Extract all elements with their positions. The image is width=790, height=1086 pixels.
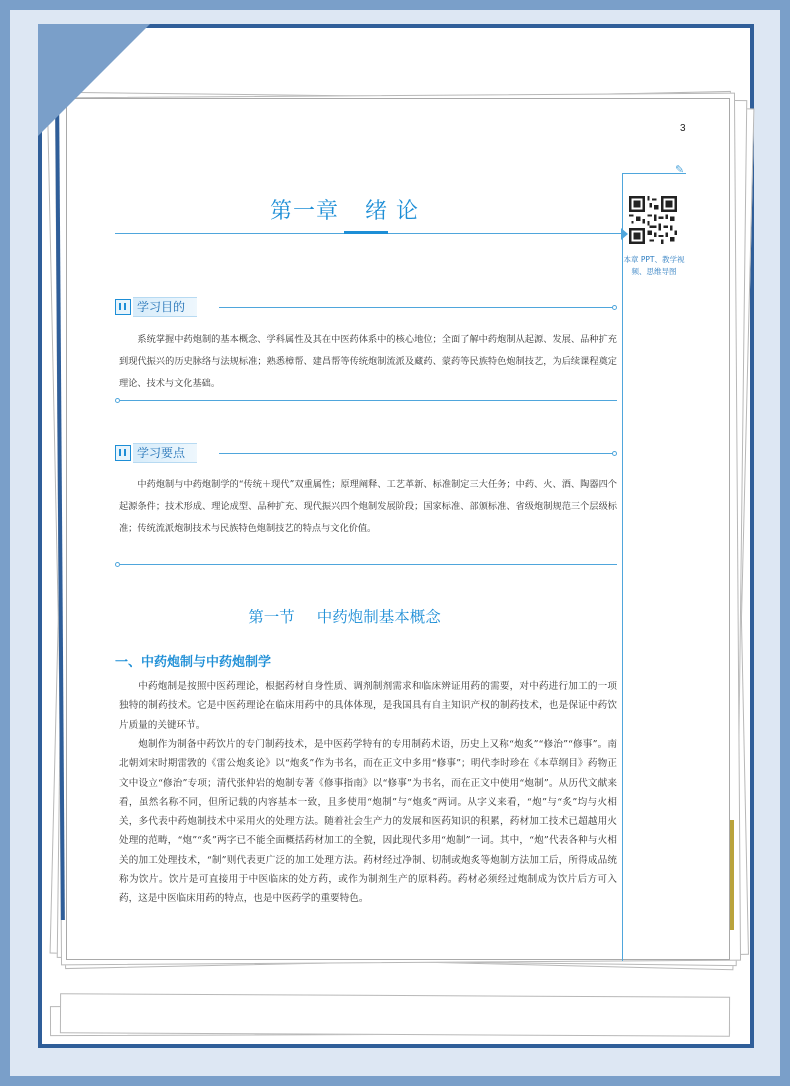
section-name: 中药炮制基本概念 xyxy=(316,608,441,626)
objectives-label: 学习目的 xyxy=(133,297,197,317)
book-page xyxy=(66,98,730,960)
qr-caption: 本章 PPT、教学视频、思维导图 xyxy=(623,255,685,276)
key-points-heading xyxy=(115,442,197,464)
key-points-head-rule xyxy=(219,453,613,454)
lower-book-page xyxy=(60,993,730,1037)
body-paragraph-2: 炮制作为制备中药饮片的专门制药技术，是中医药学特有的专用制药术语，历史上又称“炮炙”“修治”“修事”。南北朝刘宋时期雷敩的《雷公炮炙论》以“炮炙”作为书名，而在正文中多用“修事”；明代李时珍在《本草纲目》药物正文中设立“修治”专项；清代张仲岩的炮制专著《修事指南》以“修事”为书名，而在正文中使用“炮制”。从历代文献来看，虽然名称不同，但所记载的内容基本一致，且多使用“炮制”与“炮炙”两词。从字义来看，“炮”与“炙”均与火相关，多代表中药炮制技术中采用火的处理方法。随着社会生产力的发展和医药知识的积累，药材加工技术已超越用火处理的范畴，“炮”“炙”两字已不能全面概括药材加工的全貌，因此现代多用“炮制”一词。其中，“炮”代表各种与火相关的加工处理技术，“制”则代表更广泛的加工处理方法。药材经过净制、切制或炮炙等炮制方法加工后，所得成品统称为饮片。饮片是可直接用于中医临床的处方药，或作为制剂生产的原料药。药材必须经过炮制成为饮片后方可入药，这是中医临床用药的特点，也是中医药学的重要特色。 xyxy=(119,739,617,905)
qr-code[interactable] xyxy=(629,196,677,244)
book-icon xyxy=(115,299,131,315)
body-paragraph-1: 中药炮制是按照中医药理论，根据药材自身性质、调剂制剂需求和临床辨证用药的需要，对中药进行加工的一项独特的制药技术。它是中医药理论在临床用药中的具体体现，是我国具有自主知识产权的制药技术，也是保证中药饮片质量的关键环节。 xyxy=(119,681,617,731)
rule-dot xyxy=(612,305,617,310)
chapter-label: 第一章 xyxy=(269,199,339,224)
chapter-name: 绪 论 xyxy=(365,199,419,224)
book-icon xyxy=(115,445,131,461)
margin-rule xyxy=(622,173,623,961)
chapter-rule-accent xyxy=(344,231,388,234)
key-points-label: 学习要点 xyxy=(133,443,197,463)
objectives-head-rule xyxy=(219,307,613,308)
subsection-heading: 一、中药炮制与中药炮制学 xyxy=(115,655,272,670)
objectives-bottom-rule xyxy=(120,400,617,401)
corner-ribbon xyxy=(38,24,150,136)
objectives-text: 系统掌握中药炮制的基本概念、学科属性及其在中医药体系中的核心地位；全面了解中药炮制从起源、发展、品种扩充到现代振兴的历史脉络与法规标准；熟悉樟帮、建昌帮等传统炮制流派及藏药、蒙药等民族特色炮制技艺，为后续课程奠定理论、技术与文化基础。 xyxy=(119,334,617,389)
section-title xyxy=(67,605,622,627)
rule-dot xyxy=(612,451,617,456)
page-number: 3 xyxy=(680,123,686,134)
key-points-text: 中药炮制与中药炮制学的“传统＋现代”双重属性；原理阐释、工艺革新、标准制定三大任务；中药、火、酒、陶器四个起源条件；技术形成、理论成型、品种扩充、现代振兴四个炮制发展阶段；国家标准、部颁标准、省级炮制规范三个层级标准；传统流派炮制技术与民族特色炮制技艺的特点与文化价值。 xyxy=(119,479,617,534)
objectives-heading xyxy=(115,296,197,318)
feather-icon: ✎ xyxy=(675,163,685,176)
chapter-title xyxy=(67,194,622,225)
chapter-rule-arrow xyxy=(621,228,628,240)
key-points-bottom-rule xyxy=(120,564,617,565)
section-label: 第一节 xyxy=(248,608,295,626)
